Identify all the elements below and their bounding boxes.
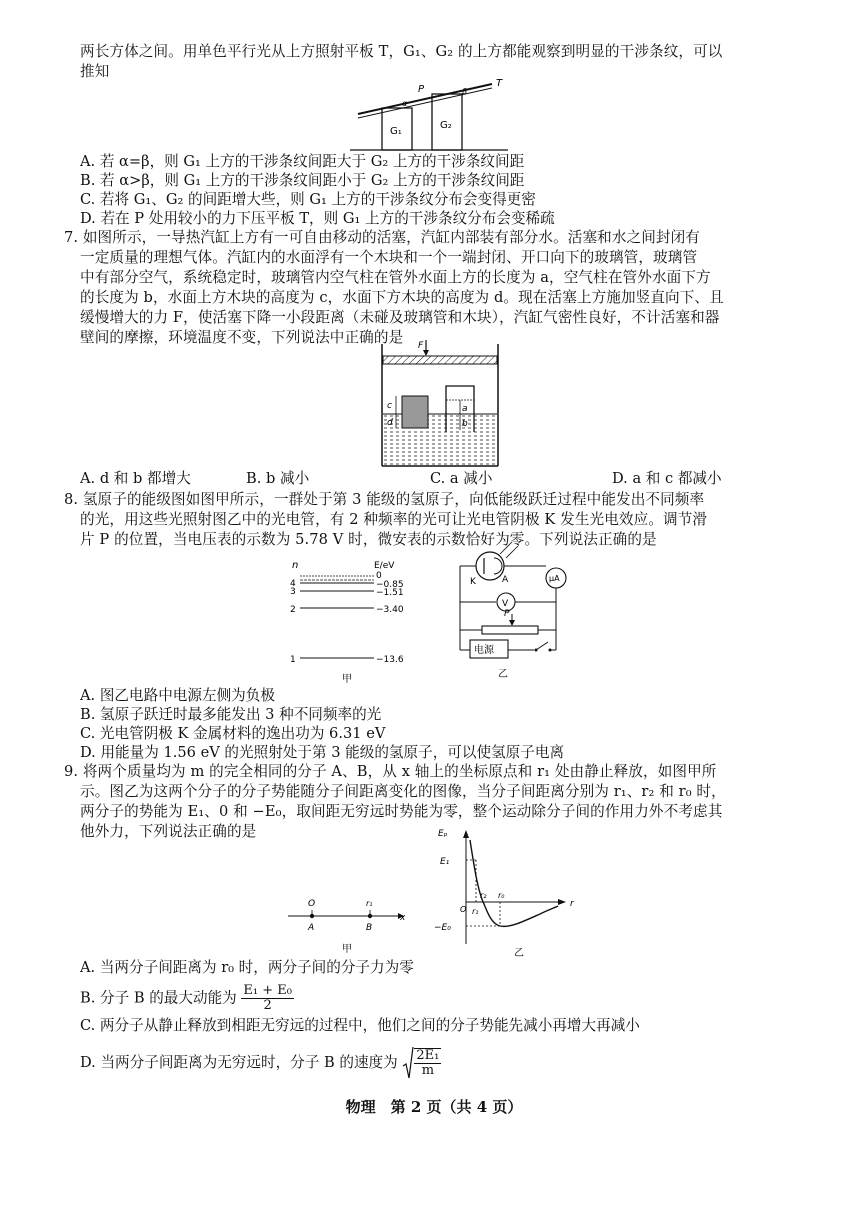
q9-figure-jia (282, 890, 412, 956)
q9-option-d-sqrt (402, 1046, 441, 1080)
q6-intro-line-1: 两长方体之间。用单色平行光从上方照射平板 T，G₁、G₂ 的上方都能观察到明显的干涉条纹，可以 (80, 43, 723, 60)
q9-stem-line-3: 两分子的势能为 E₁、0 和 −E₀，取间距无穷远时势能为零，整个运动除分子间的作用力外不考虑其 (80, 803, 723, 820)
q9-option-d (80, 1046, 441, 1080)
q7-stem-line-4: 的长度为 b，水面上方木块的高度为 c，水面下方木块的高度为 d。现在活塞上方施加竖直向下、且 (80, 289, 724, 306)
q7-label-b: b (462, 419, 468, 429)
q8-label-p: P (504, 609, 510, 619)
q9-yi-label-r1: r₁ (472, 907, 479, 916)
q6-option-a: A. 若 α=β，则 G₁ 上方的干涉条纹间距大于 G₂ 上方的干涉条纹间距 (80, 153, 525, 170)
q8-caption-yi: 乙 (498, 669, 508, 680)
q6-option-c: C. 若将 G₁、G₂ 的间距增大些，则 G₁ 上方的干涉条纹分布会变得更密 (80, 191, 536, 208)
q8-level-4-value: −0.85 (376, 580, 404, 590)
q8-level-inf-value: 0 (376, 571, 382, 581)
q6-label-p: P (418, 84, 425, 95)
sqrt-radical-icon (402, 1046, 414, 1080)
q9-option-c: C. 两分子从静止释放到相距无穷远的过程中，他们之间的分子势能先减小再增大再减小 (80, 1017, 640, 1034)
q9-option-d-fraction (414, 1048, 441, 1078)
q9-jia-label-o: O (308, 899, 316, 909)
q8-option-c: C. 光电管阴极 K 金属材料的逸出功为 6.31 eV (80, 725, 386, 742)
q9-option-b-denominator: 2 (263, 998, 272, 1013)
q9-option-d-text: D. 当两分子间距离为无穷远时，分子 B 的速度为 (80, 1054, 398, 1071)
q8-option-a: A. 图乙电路中电源左侧为负极 (80, 687, 275, 704)
q8-stem-line-3: 片 P 的位置，当电压表的示数为 5.78 V 时，微安表的示数恰好为零。下列说法正确的是 (80, 531, 657, 548)
q9-jia-label-a: A (308, 923, 315, 933)
q8-option-d: D. 用能量为 1.56 eV 的光照射处于第 3 能级的氢原子，可以使氢原子电离 (80, 744, 565, 761)
q9-figure-yi (430, 826, 580, 960)
q8-label-a: A (502, 575, 509, 585)
q8-stem-line-1: 8. 氢原子的能级图如图甲所示，一群处于第 3 能级的氢原子，向低能级跃迁过程中能发出不同频率 (64, 491, 705, 508)
q8-level-1-n: 1 (290, 655, 296, 665)
q9-jia-label-x: x (400, 913, 406, 923)
q7-stem-line-6: 壁间的摩擦，环境温度不变，下列说法中正确的是 (80, 329, 404, 346)
q9-option-a: A. 当两分子间距离为 r₀ 时，两分子间的分子力为零 (80, 959, 414, 976)
q7-stem-line-3: 中有部分空气，系统稳定时，玻璃管内空气柱在管外水面上方的长度为 a，空气柱在管外水面下方 (80, 269, 711, 286)
q7-figure-cylinder (378, 338, 506, 470)
q9-yi-label-e1: E₁ (440, 857, 450, 867)
q6-label-alpha: α (402, 99, 408, 108)
q6-option-b: B. 若 α>β，则 G₁ 上方的干涉条纹间距小于 G₂ 上方的干涉条纹间距 (80, 172, 525, 189)
page-footer: 物理 第 2 页（共 4 页） (345, 1098, 523, 1116)
q9-yi-label-r: r (570, 899, 574, 909)
q8-level-2-value: −3.40 (376, 605, 404, 615)
q8-stem-line-2: 的光，用这些光照射图乙中的光电管，有 2 种频率的光可让光电管阴极 K 发生光电效应。调节滑 (80, 511, 708, 528)
q9-jia-label-b: B (366, 923, 373, 933)
q9-yi-label-r2: r₂ (480, 891, 487, 900)
q9-stem-line-1: 9. 将两个质量均为 m 的完全相同的分子 A、B，从 x 轴上的坐标原点和 r₁ 处由静止释放，如图甲所 (64, 763, 717, 780)
q9-option-b-fraction (241, 984, 294, 1013)
q9-jia-label-r1: r₁ (366, 899, 373, 908)
q6-label-g1: G₁ (390, 126, 402, 137)
q6-option-d: D. 若在 P 处用较小的力下压平板 T，则 G₁ 上方的干涉条纹分布会变稀疏 (80, 210, 555, 227)
q8-e-label: E/eV (374, 561, 395, 571)
q9-option-b-numerator: E₁ + E₀ (243, 983, 292, 998)
q8-level-4-n: 4 (290, 579, 296, 589)
q8-photoelectric-circuit (452, 540, 580, 680)
q8-caption-jia: 甲 (342, 674, 352, 685)
q9-option-b (80, 984, 294, 1013)
q7-stem-line-1: 7. 如图所示，一导热汽缸上方有一可自由移动的活塞，汽缸内部装有部分水。活塞和水之间封闭有 (64, 229, 701, 246)
q8-level-2-n: 2 (290, 605, 296, 615)
q7-option-a: A. d 和 b 都增大 (80, 470, 191, 487)
q8-n-label: n (292, 560, 299, 571)
q7-option-d: D. a 和 c 都减小 (612, 470, 722, 487)
q8-option-b: B. 氢原子跃迁时最多能发出 3 种不同频率的光 (80, 706, 382, 723)
q9-option-b-text: B. 分子 B 的最大动能为 (80, 989, 237, 1007)
q9-yi-label-e0: −E₀ (434, 923, 451, 933)
q8-level-3-value: −1.51 (376, 588, 404, 598)
q7-option-b: B. b 减小 (246, 470, 310, 487)
q7-label-c: c (387, 401, 392, 411)
q9-yi-label-o: O (460, 905, 467, 914)
q8-label-microammeter: μA (549, 574, 560, 583)
q8-label-source: 电源 (474, 645, 494, 656)
q8-energy-level-diagram (288, 558, 408, 690)
q8-level-3-n: 3 (290, 587, 296, 597)
q6-figure-plates (350, 78, 510, 154)
q9-caption-jia: 甲 (342, 944, 352, 955)
q9-yi-label-ep: Eₚ (438, 829, 448, 839)
q9-stem-line-2: 示。图乙为这两个分子的分子势能随分子间距离变化的图像，当分子间距离分别为 r₁、r₂ 和 r₀ 时， (80, 783, 726, 800)
q9-caption-yi: 乙 (514, 948, 524, 959)
q7-label-d: d (387, 418, 393, 428)
q7-stem-line-2: 一定质量的理想气体。汽缸内的水面浮有一个木块和一个一端封闭、开口向下的玻璃管，玻璃管 (80, 249, 698, 266)
q6-intro-line-2: 推知 (80, 63, 110, 80)
q7-stem-line-5: 缓慢增大的力 F，使活塞下降一小段距离（未碰及玻璃管和木块），汽缸气密性良好，不计活塞和器 (80, 309, 720, 326)
q7-option-c: C. a 减小 (430, 470, 493, 487)
q6-label-t: T (496, 78, 503, 89)
q8-label-k: K (470, 577, 476, 587)
q8-label-v: V (502, 599, 509, 609)
q7-label-a: a (462, 404, 468, 414)
q9-option-d-numerator: 2E₁ (416, 1048, 440, 1063)
q9-stem-line-4: 他外力，下列说法正确的是 (80, 823, 257, 840)
q7-label-f: F (418, 341, 424, 351)
q6-label-beta: β (462, 87, 468, 96)
q9-yi-label-r0: r₀ (498, 891, 505, 900)
q9-option-d-denominator: m (421, 1063, 435, 1078)
q8-level-1-value: −13.6 (376, 655, 404, 665)
q6-label-g2: G₂ (440, 120, 452, 131)
